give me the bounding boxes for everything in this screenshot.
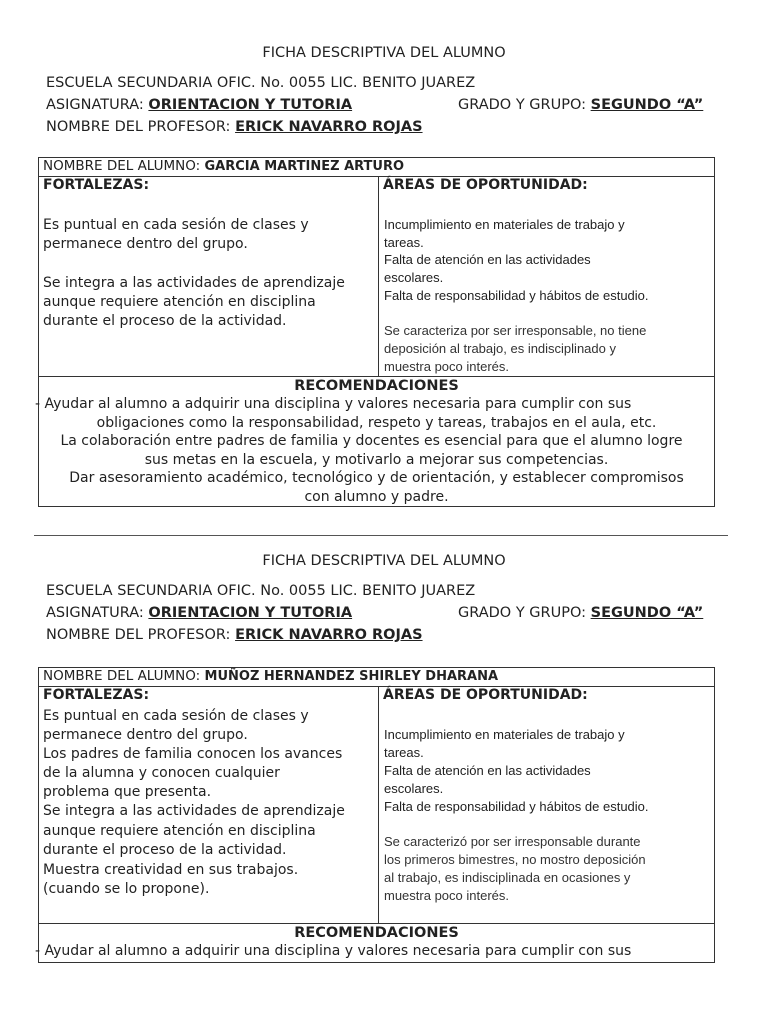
recommendation-line: - Ayudar al alumno a adquirir una disciplina y valores necesaria para cumplir con sus	[35, 943, 632, 959]
recommendations-heading: RECOMENDACIONES	[294, 925, 459, 941]
subject-line	[46, 97, 352, 113]
opportunity-line: escolares.	[384, 781, 444, 796]
grade-line	[458, 605, 703, 621]
strengths-heading: FORTALEZAS:	[43, 687, 150, 703]
strength-line: durante el proceso de la actividad.	[43, 313, 287, 329]
opportunity-line: tareas.	[384, 235, 424, 250]
opportunity-line: Falta de responsabilidad y hábitos de estudio.	[384, 288, 649, 303]
subject-value: ORIENTACION Y TUTORIA	[148, 97, 353, 113]
subject-label: ASIGNATURA:	[46, 605, 149, 621]
recommendations-cell	[35, 924, 714, 962]
recommendation-line: obligaciones como la responsabilidad, respeto y tareas, trabajos en el aula, etc.	[96, 414, 657, 431]
strength-line: de la alumna y conocen cualquier	[43, 765, 280, 781]
student-name: GARCIA MARTINEZ ARTURO	[204, 159, 405, 174]
teacher-value: ERICK NAVARRO ROJAS	[235, 119, 423, 135]
recommendation-line: sus metas en la escuela, y motivarlo a mejorar sus competencias.	[144, 451, 609, 468]
opportunity-line: Incumplimiento en materiales de trabajo y	[384, 217, 625, 232]
school-name: ESCUELA SECUNDARIA OFIC. No. 0055 LIC. BENITO JUAREZ	[46, 75, 476, 91]
strength-line: aunque requiere atención en disciplina	[43, 823, 316, 839]
grade-value: SEGUNDO “A”	[590, 97, 704, 113]
subject-line	[46, 605, 352, 621]
strengths-opportunities-row	[39, 687, 714, 924]
opportunities-heading: ÁREAS DE OPORTUNIDAD:	[383, 177, 588, 193]
teacher-label: NOMBRE DEL PROFESOR:	[46, 119, 236, 135]
strength-line: Muestra creatividad en sus trabajos.	[43, 862, 299, 878]
opportunity-line: Falta de atención en las actividades	[384, 763, 591, 778]
student-name-row	[39, 668, 714, 687]
subject-value: ORIENTACION Y TUTORIA	[148, 605, 353, 621]
grade-value: SEGUNDO “A”	[590, 605, 704, 621]
strength-line: Los padres de familia conocen los avances	[43, 746, 343, 762]
opportunities-cell	[379, 177, 714, 376]
opportunity-line: Falta de responsabilidad y hábitos de estudio.	[384, 799, 649, 814]
teacher-line	[46, 119, 423, 135]
student-table	[35, 667, 715, 963]
strength-line: permanece dentro del grupo.	[43, 727, 248, 743]
teacher-value: ERICK NAVARRO ROJAS	[235, 627, 423, 643]
page-separator	[34, 535, 728, 536]
page-title: FICHA DESCRIPTIVA DEL ALUMNO	[262, 553, 506, 569]
strength-line: Es puntual en cada sesión de clases y	[43, 708, 309, 724]
strength-line: (cuando se lo propone).	[43, 881, 210, 897]
recommendations-heading: RECOMENDACIONES	[294, 378, 459, 394]
opportunities-cell	[379, 687, 714, 923]
student-name-row	[39, 158, 714, 177]
grade-label: GRADO Y GRUPO:	[458, 97, 591, 113]
recommendations-cell	[35, 377, 714, 506]
student-name: MUÑOZ HERNANDEZ SHIRLEY DHARANA	[204, 669, 499, 684]
strengths-heading: FORTALEZAS:	[43, 177, 150, 193]
strength-line: Es puntual en cada sesión de clases y	[43, 217, 309, 233]
opportunity-note-line: muestra poco interés.	[384, 359, 510, 374]
teacher-line	[46, 627, 423, 643]
opportunity-line: escolares.	[384, 270, 444, 285]
strength-line: Se integra a las actividades de aprendizaje	[43, 803, 345, 819]
opportunity-note-line: al trabajo, es indisciplinada en ocasiones y	[384, 870, 631, 885]
teacher-label: NOMBRE DEL PROFESOR:	[46, 627, 236, 643]
student-label: NOMBRE DEL ALUMNO:	[43, 668, 205, 684]
opportunities-heading: ÁREAS DE OPORTUNIDAD:	[383, 687, 588, 703]
school-name: ESCUELA SECUNDARIA OFIC. No. 0055 LIC. BENITO JUAREZ	[46, 583, 476, 599]
recommendation-line: La colaboración entre padres de familia y docentes es esencial para que el alumno logre	[60, 433, 683, 449]
strength-line: durante el proceso de la actividad.	[43, 842, 287, 858]
opportunity-note-line: muestra poco interés.	[384, 888, 510, 903]
student-table	[35, 157, 715, 507]
strength-line: problema que presenta.	[43, 784, 212, 800]
strengths-cell	[39, 177, 379, 376]
opportunity-line: Falta de atención en las actividades	[384, 252, 591, 267]
opportunity-note-line: Se caracteriza por ser irresponsable, no tiene	[384, 323, 647, 338]
opportunity-note-line: los primeros bimestres, no mostro deposición	[384, 852, 646, 867]
strength-line: aunque requiere atención en disciplina	[43, 294, 316, 310]
strengths-cell	[39, 687, 379, 923]
subject-label: ASIGNATURA:	[46, 97, 149, 113]
grade-label: GRADO Y GRUPO:	[458, 605, 591, 621]
strength-line: Se integra a las actividades de aprendizaje	[43, 275, 345, 291]
grade-line	[458, 97, 703, 113]
recommendation-line: - Ayudar al alumno a adquirir una disciplina y valores necesaria para cumplir con sus	[35, 396, 632, 412]
page-title: FICHA DESCRIPTIVA DEL ALUMNO	[262, 45, 506, 61]
strength-line: permanece dentro del grupo.	[43, 236, 248, 252]
opportunity-line: Incumplimiento en materiales de trabajo y	[384, 727, 625, 742]
strengths-opportunities-row	[39, 177, 714, 377]
opportunity-note-line: Se caracterizó por ser irresponsable durante	[384, 834, 641, 849]
opportunity-line: tareas.	[384, 745, 424, 760]
student-label: NOMBRE DEL ALUMNO:	[43, 158, 205, 174]
recommendation-line: con alumno y padre.	[304, 488, 449, 505]
opportunity-note-line: deposición al trabajo, es indisciplinado y	[384, 341, 616, 356]
recommendation-line: Dar asesoramiento académico, tecnológico y de orientación, y establecer compromisos	[69, 470, 684, 486]
